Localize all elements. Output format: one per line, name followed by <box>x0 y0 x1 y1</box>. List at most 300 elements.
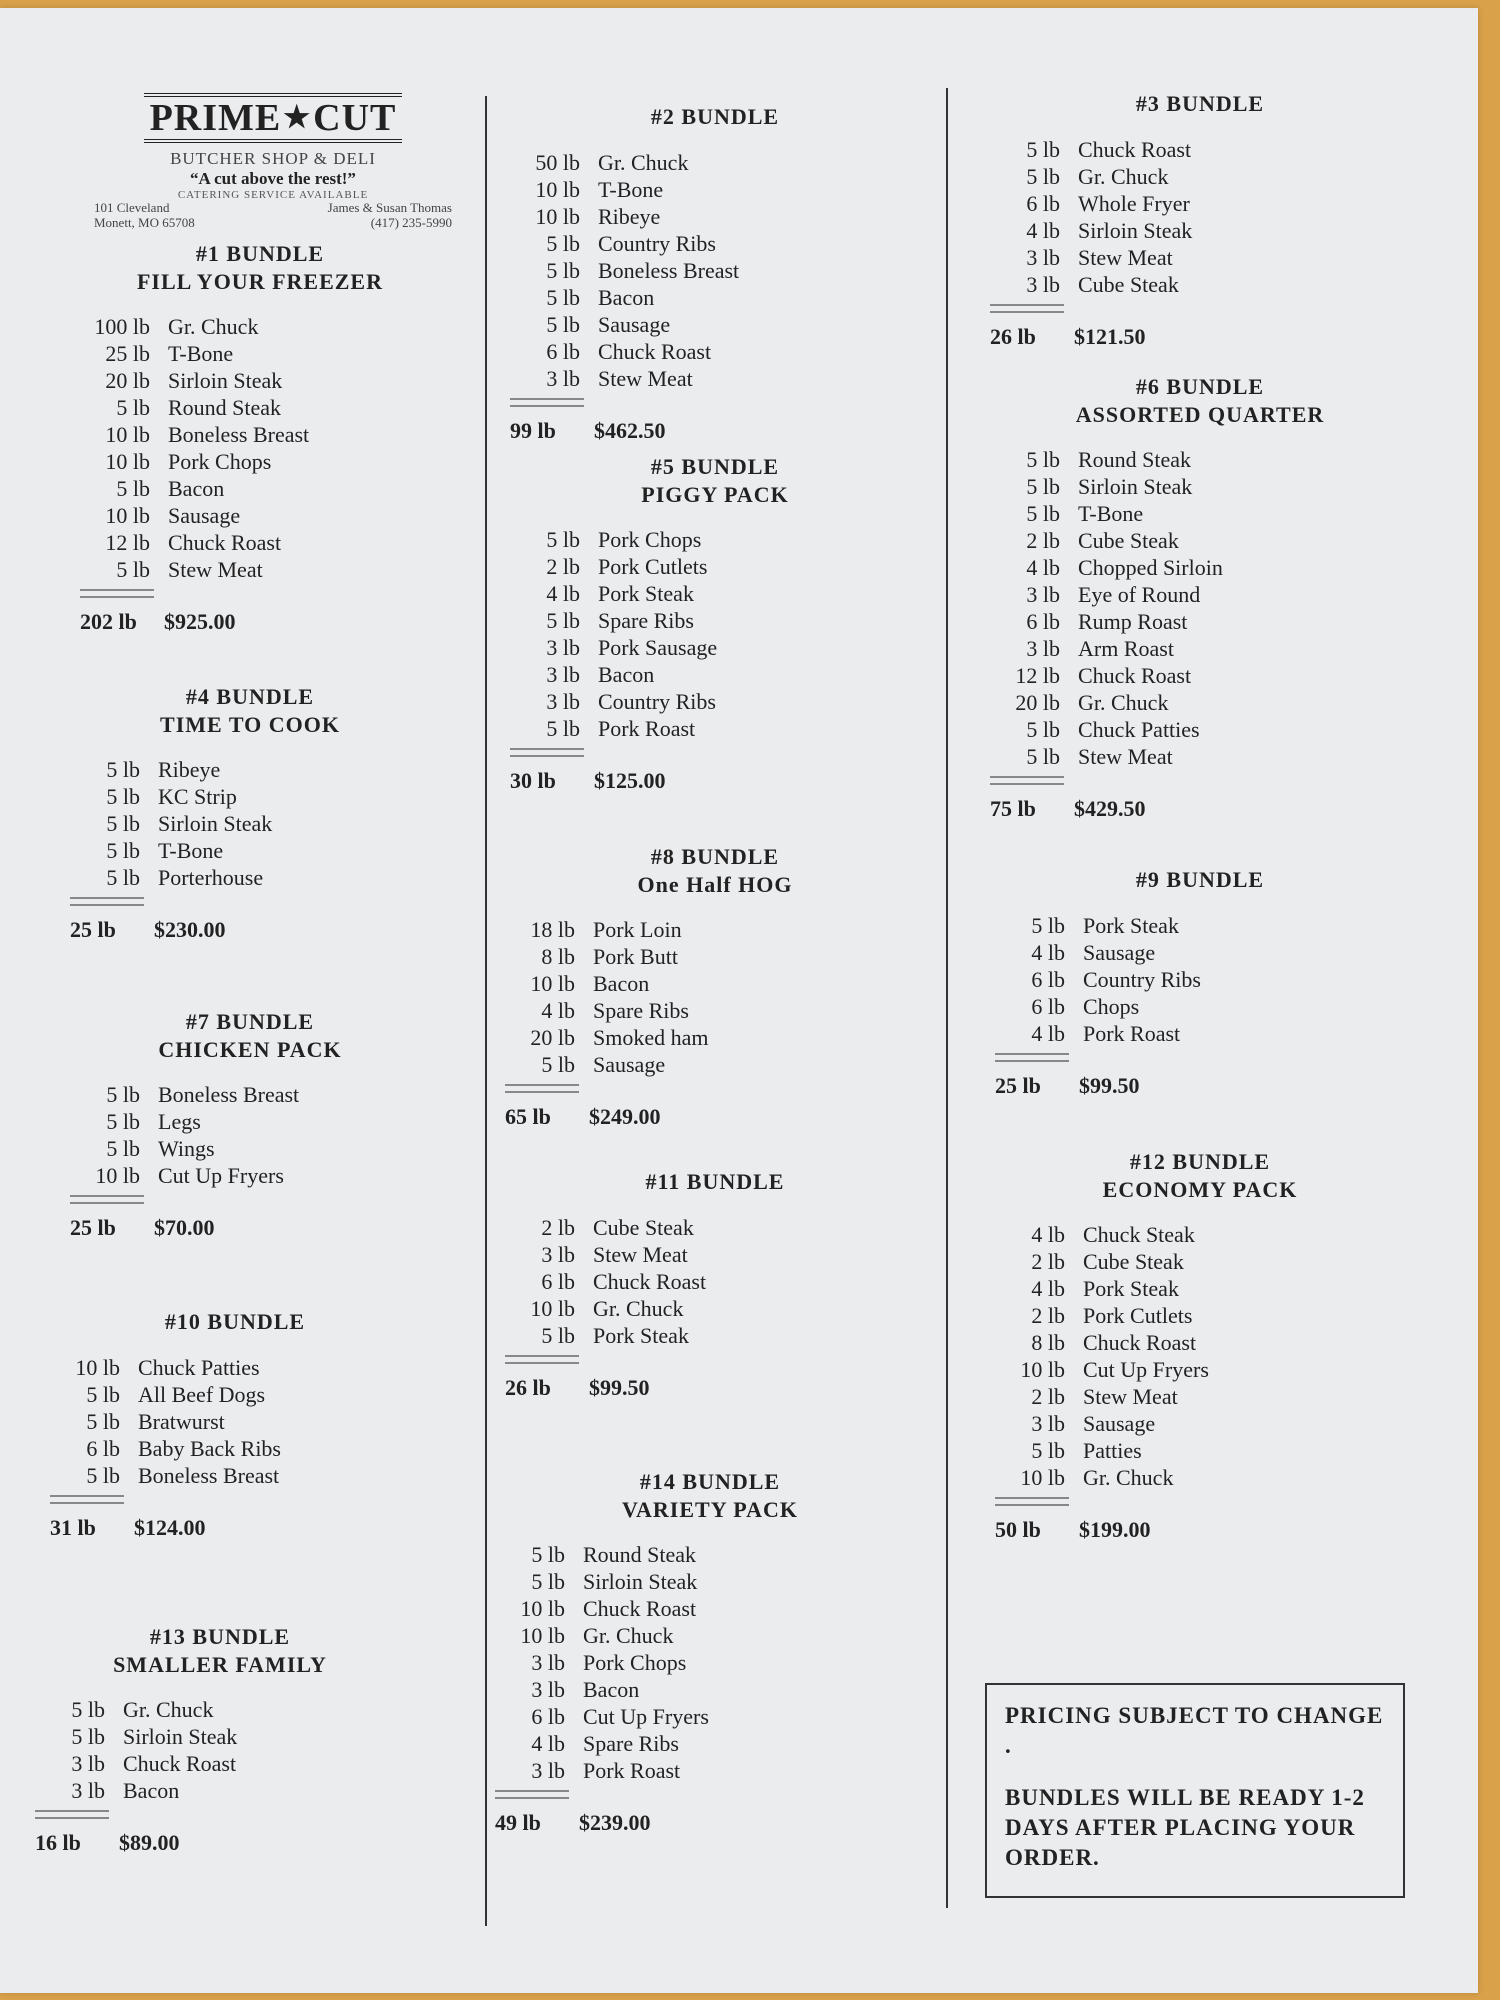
item-name: Pork Roast <box>598 716 696 741</box>
item-name: KC Strip <box>158 784 237 809</box>
item-name: Bacon <box>598 284 655 310</box>
bundle-item <box>80 529 440 556</box>
bundle-item <box>990 662 1410 689</box>
bundle-item <box>70 783 430 810</box>
bundle-item <box>505 970 925 997</box>
bundle-subtitle: TIME TO COOK <box>160 711 340 737</box>
total-weight: 99 lb <box>510 417 556 443</box>
logo-text-left: PRIME <box>149 97 282 139</box>
item-quantity: 3 lb <box>1026 582 1060 607</box>
total-divider <box>990 776 1064 785</box>
item-quantity: 3 lb <box>546 662 580 687</box>
item-quantity: 10 lb <box>95 1163 140 1188</box>
item-name: Chops <box>1083 993 1140 1019</box>
bundle-item <box>510 230 920 257</box>
bundle-item <box>505 1241 925 1268</box>
bundle-total <box>510 417 920 445</box>
item-quantity: 5 lb <box>1031 912 1065 938</box>
catering-note: CATERING SERVICE AVAILABLE <box>177 189 369 201</box>
item-name: Sirloin Steak <box>1078 474 1193 499</box>
item-name: Ribeye <box>598 203 661 229</box>
item-quantity: 5 lb <box>106 811 140 836</box>
item-quantity: 5 lb <box>106 1136 140 1161</box>
total-weight: 31 lb <box>50 1514 96 1540</box>
total-divider <box>510 748 584 757</box>
item-quantity: 2 lb <box>546 554 580 579</box>
notice-pricing: PRICING SUBJECT TO CHANGE . <box>1005 1703 1384 1758</box>
bundle-items <box>995 912 1405 1047</box>
item-name: Patties <box>1083 1438 1142 1463</box>
bundle-item <box>505 1024 925 1051</box>
bundle-item <box>80 556 440 583</box>
bundle-item <box>995 1221 1405 1248</box>
bundle-title: #5 BUNDLE <box>650 454 780 479</box>
bundle-item <box>70 1081 430 1108</box>
item-name: Spare Ribs <box>583 1731 679 1756</box>
bundle-item <box>495 1703 925 1730</box>
item-name: Sirloin Steak <box>583 1569 698 1594</box>
bundle-item <box>70 756 430 783</box>
star-icon: ★ <box>283 101 312 134</box>
bundle-title: #4 BUNDLE <box>185 684 315 709</box>
bundle-card <box>70 683 430 944</box>
item-quantity: 2 lb <box>541 1214 575 1240</box>
item-quantity: 6 lb <box>546 338 580 364</box>
item-name: Stew Meat <box>1078 744 1173 769</box>
item-quantity: 4 lb <box>541 998 575 1023</box>
item-quantity: 5 lb <box>546 527 580 552</box>
item-name: Gr. Chuck <box>583 1623 674 1648</box>
bundle-item <box>995 1248 1405 1275</box>
bundle-item <box>80 421 440 448</box>
item-name: Gr. Chuck <box>593 1295 684 1321</box>
bundle-price: $429.50 <box>1074 796 1146 821</box>
total-divider <box>995 1497 1069 1506</box>
item-name: Sausage <box>598 311 671 337</box>
item-quantity: 3 lb <box>546 635 580 660</box>
item-name: Pork Chops <box>598 527 702 552</box>
bundle-title: #7 BUNDLE <box>185 1009 315 1034</box>
item-name: Pork Sausage <box>598 635 718 660</box>
bundle-title: #12 BUNDLE <box>1129 1149 1271 1174</box>
bundle-item <box>510 526 920 553</box>
item-name: Whole Fryer <box>1078 190 1190 216</box>
bundle-price: $89.00 <box>119 1830 180 1855</box>
address-line-1: 101 Cleveland <box>94 200 170 215</box>
shop-address <box>88 201 458 231</box>
item-name: Pork Roast <box>1083 1020 1181 1046</box>
item-name: Cut Up Fryers <box>583 1704 709 1729</box>
item-quantity: 10 lb <box>105 422 150 447</box>
item-name: Spare Ribs <box>593 998 689 1023</box>
item-quantity: 5 lb <box>106 784 140 809</box>
item-name: Cube Steak <box>1083 1249 1184 1274</box>
bundle-card <box>70 1008 430 1242</box>
bundle-price: $462.50 <box>594 417 666 443</box>
item-name: Sausage <box>593 1052 666 1077</box>
item-name: Sirloin Steak <box>158 811 273 836</box>
bundle-item <box>990 689 1410 716</box>
item-name: Country Ribs <box>1083 966 1201 992</box>
item-quantity: 3 lb <box>1026 271 1060 297</box>
bundle-card <box>35 1623 405 1857</box>
item-name: Chuck Roast <box>598 338 712 364</box>
bundle-item <box>35 1696 405 1723</box>
item-name: Chuck Roast <box>168 530 282 555</box>
item-name: Stew Meat <box>598 365 693 391</box>
item-quantity: 5 lb <box>86 1462 120 1488</box>
total-weight: 65 lb <box>505 1104 551 1129</box>
item-quantity: 10 lb <box>535 203 580 229</box>
item-quantity: 4 lb <box>1026 217 1060 243</box>
bundle-item <box>510 284 920 311</box>
bundle-item <box>990 581 1410 608</box>
bundle-title: #14 BUNDLE <box>639 1469 781 1494</box>
total-divider <box>995 1053 1069 1062</box>
item-quantity: 3 lb <box>1031 1411 1065 1436</box>
menu-sheet <box>0 8 1478 1993</box>
item-quantity: 2 lb <box>1031 1384 1065 1409</box>
bundle-price: $70.00 <box>154 1215 215 1240</box>
total-weight: 26 lb <box>505 1374 551 1400</box>
bundle-price: $925.00 <box>164 609 236 634</box>
bundle-items <box>510 149 920 392</box>
bundle-subtitle: PIGGY PACK <box>641 481 789 507</box>
item-name: Pork Steak <box>1083 1276 1179 1301</box>
total-divider <box>505 1084 579 1093</box>
item-quantity: 5 lb <box>116 395 150 420</box>
item-name: Eye of Round <box>1078 582 1201 607</box>
item-name: Pork Chops <box>583 1650 687 1675</box>
bundle-item <box>495 1541 925 1568</box>
bundle-total <box>495 1809 925 1837</box>
item-name: Gr. Chuck <box>123 1697 214 1722</box>
total-weight: 49 lb <box>495 1810 541 1835</box>
item-name: Stew Meat <box>1083 1384 1178 1409</box>
item-name: Pork Cutlets <box>1083 1303 1193 1328</box>
bundle-subtitle: One Half HOG <box>637 871 793 897</box>
bundle-total <box>505 1103 925 1131</box>
bundle-item <box>990 190 1410 217</box>
bundle-item <box>990 217 1410 244</box>
bundle-title: #6 BUNDLE <box>1135 374 1265 399</box>
item-name: Cube Steak <box>1078 528 1179 553</box>
item-quantity: 10 lb <box>75 1354 120 1380</box>
bundle-card <box>995 1148 1405 1544</box>
item-quantity: 6 lb <box>541 1268 575 1294</box>
item-quantity: 4 lb <box>1031 1222 1065 1247</box>
bundle-item <box>505 1322 925 1349</box>
item-name: Boneless Breast <box>598 257 740 283</box>
item-quantity: 5 lb <box>1026 136 1060 162</box>
bundle-title: #9 BUNDLE <box>1135 867 1265 892</box>
bundle-item <box>990 163 1410 190</box>
item-name: Bacon <box>598 662 655 687</box>
bundle-subtitle: FILL YOUR FREEZER <box>136 268 383 294</box>
item-name: Pork Loin <box>593 917 682 942</box>
item-name: T-Bone <box>168 341 234 366</box>
item-quantity: 4 lb <box>531 1731 565 1756</box>
bundle-price: $239.00 <box>579 1810 651 1835</box>
item-name: Pork Butt <box>593 944 678 969</box>
item-name: Bacon <box>168 476 225 501</box>
item-quantity: 6 lb <box>1031 966 1065 992</box>
bundle-item <box>510 580 920 607</box>
bundle-price: $199.00 <box>1079 1517 1151 1542</box>
item-name: Chuck Patties <box>138 1354 260 1380</box>
item-quantity: 10 lb <box>530 1295 575 1321</box>
bundle-item <box>995 1437 1405 1464</box>
item-quantity: 5 lb <box>86 1408 120 1434</box>
item-name: Chopped Sirloin <box>1078 555 1223 580</box>
bundle-item <box>510 715 920 742</box>
bundle-item <box>990 743 1410 770</box>
item-quantity: 10 lb <box>1020 1465 1065 1490</box>
bundle-item <box>995 993 1405 1020</box>
item-name: Gr. Chuck <box>598 149 689 175</box>
bundle-card <box>510 453 920 795</box>
bundle-item <box>510 338 920 365</box>
bundle-items <box>990 136 1410 298</box>
item-quantity: 4 lb <box>546 581 580 606</box>
bundle-item <box>505 943 925 970</box>
item-quantity: 5 lb <box>1026 163 1060 189</box>
bundle-item <box>495 1676 925 1703</box>
item-quantity: 5 lb <box>1026 474 1060 499</box>
item-quantity: 10 lb <box>530 971 575 996</box>
bundle-item <box>990 716 1410 743</box>
item-name: T-Bone <box>598 176 664 202</box>
bundle-item <box>505 1214 925 1241</box>
bundle-item <box>495 1595 925 1622</box>
bundle-total <box>50 1514 420 1542</box>
item-quantity: 5 lb <box>541 1052 575 1077</box>
bundle-subtitle: SMALLER FAMILY <box>113 1651 327 1677</box>
owners: James & Susan Thomas <box>327 200 452 215</box>
logo-text-right: CUT <box>313 97 397 139</box>
item-quantity: 5 lb <box>1026 447 1060 472</box>
bundle-item <box>990 500 1410 527</box>
total-weight: 26 lb <box>990 323 1036 349</box>
item-name: Stew Meat <box>593 1241 688 1267</box>
item-quantity: 3 lb <box>546 365 580 391</box>
bundle-price: $99.50 <box>589 1374 650 1400</box>
total-divider <box>80 589 154 598</box>
bundle-subtitle: VARIETY PACK <box>621 1496 798 1522</box>
bundle-item <box>990 554 1410 581</box>
item-quantity: 5 lb <box>106 838 140 863</box>
bundle-card <box>50 1308 420 1542</box>
item-name: Sausage <box>1083 939 1156 965</box>
item-quantity: 10 lb <box>535 176 580 202</box>
item-name: Pork Roast <box>583 1758 681 1783</box>
bundle-price: $125.00 <box>594 768 666 793</box>
bundle-card <box>505 1168 925 1402</box>
bundle-item <box>35 1777 405 1804</box>
item-name: Bacon <box>593 971 650 996</box>
item-name: T-Bone <box>1078 501 1144 526</box>
item-quantity: 6 lb <box>531 1704 565 1729</box>
bundle-item <box>505 1295 925 1322</box>
total-divider <box>495 1790 569 1799</box>
item-quantity: 3 lb <box>531 1677 565 1702</box>
item-quantity: 12 lb <box>105 530 150 555</box>
item-quantity: 5 lb <box>86 1381 120 1407</box>
item-quantity: 3 lb <box>531 1758 565 1783</box>
bundle-card <box>80 240 440 636</box>
item-name: Ribeye <box>158 757 221 782</box>
shop-subtitle: BUTCHER SHOP & DELI <box>170 149 376 168</box>
bundle-item <box>495 1757 925 1784</box>
bundle-item <box>990 527 1410 554</box>
bundle-item <box>990 244 1410 271</box>
bundle-total <box>990 323 1410 351</box>
item-name: Chuck Roast <box>1078 663 1192 688</box>
item-quantity: 3 lb <box>541 1241 575 1267</box>
bundle-total <box>80 608 440 636</box>
item-name: Pork Cutlets <box>598 554 708 579</box>
item-name: Boneless Breast <box>168 422 310 447</box>
item-name: Bacon <box>123 1778 180 1803</box>
item-name: Chuck Roast <box>1083 1330 1197 1355</box>
bundle-item <box>80 448 440 475</box>
item-quantity: 5 lb <box>106 1082 140 1107</box>
bundle-price: $121.50 <box>1074 323 1146 349</box>
bundle-item <box>80 475 440 502</box>
bundle-item <box>995 1464 1405 1491</box>
bundle-item <box>80 313 440 340</box>
item-quantity: 2 lb <box>1031 1303 1065 1328</box>
total-weight: 75 lb <box>990 796 1036 821</box>
bundle-item <box>995 1410 1405 1437</box>
bundle-item <box>990 608 1410 635</box>
bundle-card <box>990 90 1410 351</box>
item-name: Cube Steak <box>593 1214 694 1240</box>
item-name: Cut Up Fryers <box>1083 1357 1209 1382</box>
item-quantity: 3 lb <box>531 1650 565 1675</box>
total-divider <box>50 1495 124 1504</box>
item-quantity: 25 lb <box>105 341 150 366</box>
item-quantity: 5 lb <box>1026 744 1060 769</box>
total-divider <box>505 1355 579 1364</box>
item-quantity: 20 lb <box>530 1025 575 1050</box>
bundle-item <box>70 1162 430 1189</box>
bundle-item <box>990 473 1410 500</box>
bundle-item <box>495 1730 925 1757</box>
bundle-item <box>510 149 920 176</box>
total-weight: 25 lb <box>70 917 116 942</box>
item-quantity: 5 lb <box>106 1109 140 1134</box>
bundle-price: $99.50 <box>1079 1072 1140 1098</box>
bundle-title: #13 BUNDLE <box>149 1624 291 1649</box>
shop-header <box>88 93 458 231</box>
column-divider-1 <box>485 96 487 1926</box>
item-name: Pork Steak <box>598 581 694 606</box>
bundle-items <box>80 313 440 583</box>
pricing-notice <box>985 1683 1405 1898</box>
bundle-items <box>505 916 925 1078</box>
item-name: Legs <box>158 1109 201 1134</box>
item-name: Chuck Steak <box>1083 1222 1195 1247</box>
item-name: Gr. Chuck <box>1078 163 1169 189</box>
bundle-item <box>995 1383 1405 1410</box>
bundle-total <box>70 1214 430 1242</box>
address-line-2: Monett, MO 65708 <box>94 214 195 230</box>
bundle-item <box>505 997 925 1024</box>
bundle-item <box>990 635 1410 662</box>
bundle-items <box>495 1541 925 1784</box>
item-quantity: 4 lb <box>1031 1276 1065 1301</box>
total-divider <box>70 1195 144 1204</box>
item-name: Round Steak <box>1078 447 1192 472</box>
bundle-item <box>510 203 920 230</box>
item-quantity: 5 lb <box>531 1542 565 1567</box>
bundle-item <box>50 1462 420 1489</box>
bundle-total <box>995 1516 1405 1544</box>
item-quantity: 5 lb <box>116 476 150 501</box>
bundle-card <box>990 373 1410 823</box>
bundle-total <box>505 1374 925 1402</box>
item-quantity: 5 lb <box>546 284 580 310</box>
item-quantity: 3 lb <box>1026 244 1060 270</box>
item-name: Pork Steak <box>593 1322 689 1348</box>
item-name: Pork Chops <box>168 449 272 474</box>
bundle-subtitle: CHICKEN PACK <box>158 1036 342 1062</box>
item-name: Cut Up Fryers <box>158 1163 284 1188</box>
bundle-item <box>505 916 925 943</box>
item-quantity: 5 lb <box>1026 501 1060 526</box>
item-name: Bratwurst <box>138 1408 225 1434</box>
total-weight: 30 lb <box>510 768 556 793</box>
item-quantity: 2 lb <box>1031 1249 1065 1274</box>
item-quantity: 10 lb <box>520 1596 565 1621</box>
bundle-item <box>35 1750 405 1777</box>
item-name: Country Ribs <box>598 689 716 714</box>
item-quantity: 50 lb <box>535 149 580 175</box>
total-weight: 16 lb <box>35 1830 81 1855</box>
total-divider <box>510 398 584 407</box>
bundle-item <box>510 634 920 661</box>
item-name: Cube Steak <box>1078 271 1179 297</box>
item-quantity: 5 lb <box>116 557 150 582</box>
bundle-item <box>510 257 920 284</box>
item-name: Boneless Breast <box>158 1082 300 1107</box>
item-quantity: 10 lb <box>105 449 150 474</box>
bundle-item <box>510 311 920 338</box>
item-name: Arm Roast <box>1078 636 1174 661</box>
item-quantity: 5 lb <box>546 608 580 633</box>
item-name: Gr. Chuck <box>1078 690 1169 715</box>
item-quantity: 2 lb <box>1026 528 1060 553</box>
item-quantity: 6 lb <box>86 1435 120 1461</box>
bundle-title: #11 BUNDLE <box>645 1169 785 1194</box>
bundle-item <box>995 1275 1405 1302</box>
bundle-item <box>80 502 440 529</box>
bundle-price: $249.00 <box>589 1104 661 1129</box>
item-name: Sirloin Steak <box>168 368 283 393</box>
bundle-item <box>510 661 920 688</box>
bundle-total <box>990 795 1410 823</box>
notice-ready: BUNDLES WILL BE READY 1-2 DAYS AFTER PLACING YOUR ORDER. <box>1005 1784 1365 1870</box>
item-quantity: 10 lb <box>105 503 150 528</box>
bundle-total <box>70 916 430 944</box>
item-quantity: 5 lb <box>106 865 140 890</box>
item-name: Spare Ribs <box>598 608 694 633</box>
bundle-items <box>35 1696 405 1804</box>
item-quantity: 8 lb <box>541 944 575 969</box>
bundle-item <box>995 1020 1405 1047</box>
item-name: Stew Meat <box>168 557 263 582</box>
